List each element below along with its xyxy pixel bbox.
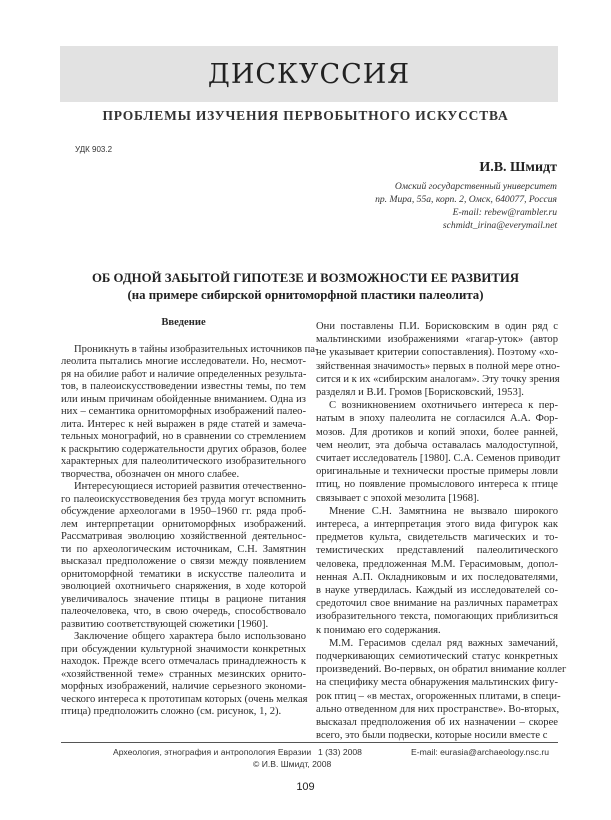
text-line: го палеоискусствоведения без труда могут вспомнить — [61, 493, 306, 505]
text-line: считает исследователь [1980]. С.А. Семенов приводит — [316, 453, 561, 465]
text-line: лита. Интерес к ней выражен в ряде статей и замеча- — [61, 418, 306, 430]
text-line: мозов. Для дротиков и копий эпохи, более ранней, — [316, 426, 558, 438]
text-line: птиц, но появление промыслового интереса к птице — [316, 479, 558, 491]
text-line: характерных для палеолитического изобразительного — [61, 456, 306, 467]
text-line: тельных монографий, но в сравнении со стремлением — [61, 431, 306, 442]
paragraph — [316, 637, 567, 743]
text-line: изобразительного текста, помогающих приблизиться — [316, 611, 558, 623]
text-line: не указывает критерии сопоставления). Поэтому «хо- — [316, 347, 558, 359]
rubric: ПРОБЛЕМЫ ИЗУЧЕНИЯ ПЕРВОБЫТНОГО ИСКУССТВА — [102, 108, 509, 123]
text-line: в науке утвердилась. Каждый из исследователей со- — [316, 585, 558, 597]
author-affiliation — [375, 180, 557, 232]
text-line: эволюцией охотничьего снаряжения, в ходе которой — [61, 581, 306, 592]
footer-journal: Археология, этнография и антропология Евразии — [113, 747, 312, 757]
text-line: мальтинскими изображениями «гагар-уток» (автор — [316, 334, 558, 346]
footer-issue: 1 (33) 2008 — [318, 747, 362, 757]
text-line: морфных изображений, наличие серьезного экономи- — [61, 681, 306, 692]
text-line: высказал предположение о связи между появлением — [61, 556, 306, 567]
text-line: чем неолит, эта добыча оставалась малодоступной, — [316, 439, 558, 451]
text-line: человека, предложенная М.М. Герасимовым, допол- — [316, 558, 558, 570]
text-line: Рассматривая эволюцию хозяйственной деятельнос- — [61, 531, 306, 542]
text-line: находок. Прежде всего отмечалась принадлежность к — [61, 656, 306, 667]
text-line: М.М. Герасимов сделал ряд важных замечаний, — [329, 637, 558, 649]
paragraph — [61, 631, 306, 719]
text-line: к понимаю его содержания. — [316, 624, 441, 636]
author-name: И.В. Шмидт — [479, 160, 557, 175]
section-heading: Введение — [161, 317, 206, 328]
text-line: высказал предположения об их назначении – скорее — [316, 717, 558, 729]
text-line: ально отведенном для них пространстве». Во-вторых, — [316, 703, 560, 715]
article-title: ОБ ОДНОЙ ЗАБЫТОЙ ГИПОТЕЗЕ И ВОЗМОЖНОСТИ ЕЕ РАЗВИТИЯ — [91, 271, 520, 285]
text-line: леолита пытались многие исследователи. Но, несмот- — [61, 356, 306, 367]
text-line: произведений. Во-первых, он обратил внимание коллег — [316, 664, 567, 676]
affiliation-line: Омский государственный университет — [394, 181, 557, 192]
affiliation-line: E-mail: rebew@rambler.ru — [452, 207, 557, 218]
text-line: разделял и В.И. Громов [Борисковский, 1953]. — [316, 387, 524, 399]
text-line: палеочеловека, что, в свою очередь, способствовало — [61, 606, 306, 617]
text-line: Заключение общего характера было использовано — [74, 631, 306, 642]
right-column — [316, 320, 567, 743]
affiliation-line: пр. Мира, 55а, корп. 2, Омск, 640077, Россия — [375, 194, 557, 205]
udk-code: УДК 903.2 — [75, 145, 113, 154]
paragraph — [316, 320, 558, 399]
article-subtitle: (на примере сибирской орнитоморфной пластики палеолита) — [127, 288, 484, 302]
text-line: птица) предположить сложно (см. рисунок, 1, 2). — [61, 706, 282, 717]
text-line: сится и к их «сибирским аналогам». Эту точку зрения — [316, 373, 560, 385]
text-line: «хозяйственной теме» странных мезинских орнито- — [61, 668, 306, 680]
text-line: орнитоморфной тематики в искусстве палеолита и — [61, 568, 306, 580]
paragraph — [316, 399, 561, 505]
text-line: ческого интереса к прототипам которых (очень мелкая — [61, 693, 308, 705]
text-line: темистических представлений палеолитического — [316, 545, 558, 557]
text-line: всего, это были подвески, которые носили вместе с — [316, 730, 548, 742]
text-line: оригинальные и технически простые примеры ловли — [316, 466, 558, 478]
text-line: или иным причинам обойденные вниманием. Одна из — [61, 393, 306, 405]
text-line: Интересующиеся историей развития отечественно- — [74, 481, 307, 492]
text-line: предметов культа, свидетельств магических и то- — [316, 532, 558, 544]
text-line: ря на обилие работ и наличие определенных результа- — [61, 368, 307, 380]
text-line: на специфику места обнаружения мальтинских фигу- — [316, 677, 558, 689]
text-line: к раскрытию содержательности других образов, более — [61, 443, 307, 455]
text-line: ти по археологическим источникам, С.Н. Замятнин — [61, 543, 306, 555]
paragraph — [61, 343, 319, 482]
text-line: зяйственная значимость» первых в полной мере отно- — [316, 360, 560, 372]
text-line: натым в эпоху палеолита не согласился А.А. Фор- — [316, 413, 558, 425]
text-line: ненная А.П. Окладниковым и их последователями, — [316, 571, 558, 583]
footer-divider — [61, 742, 558, 743]
text-line: Они поставлены П.И. Борисковским в один ряд с — [316, 321, 558, 332]
text-line: интереса, а интерпретация этого вида фигурок как — [316, 519, 558, 531]
text-line: связывает с эпохой мезолита [1968]. — [316, 492, 480, 504]
article-title-block — [0, 270, 611, 304]
text-line: них – семантика орнитоморфных изображений палео- — [61, 406, 306, 417]
footer-copyright: © И.В. Шмидт, 2008 — [253, 759, 332, 769]
text-line: увеличивалось значение птицы в рационе питания — [61, 593, 306, 605]
footer-email: E-mail: eurasia@archaeology.nsc.ru — [411, 747, 550, 757]
page-number: 109 — [296, 781, 315, 793]
text-line: рок птиц – «в местах, огороженных плитами, в специ- — [316, 690, 561, 702]
section-title: ДИСКУССИЯ — [207, 58, 411, 90]
affiliation-line: schmidt_irina@everymail.net — [442, 220, 557, 231]
text-line: обсуждение археологами в 1950–1960 гг. ряда проб- — [61, 506, 306, 517]
left-column — [61, 317, 319, 719]
text-line: Проникнуть в тайны изобразительных источников па- — [74, 343, 319, 355]
text-line: творчества, обозначен он много слабее. — [61, 468, 240, 480]
text-line: при обсуждении культурной значимости конкретных — [61, 643, 306, 655]
text-line: тов, в палеоискусствоведении известны темы, по тем — [61, 381, 306, 392]
section-banner — [60, 46, 558, 102]
text-line: Мнение С.Н. Замятнина не вызвало широкого — [329, 505, 558, 517]
text-line: средоточил свое внимание на различных параметрах — [316, 598, 558, 610]
text-line: развитию соответствующей сюжетики [1960]. — [61, 618, 269, 630]
text-line: лем интерпретации орнитоморфных изображений. — [61, 518, 306, 530]
text-line: С возникновением охотничьего интереса к пер- — [329, 400, 558, 412]
paragraph — [316, 505, 558, 637]
paragraph — [61, 481, 306, 631]
text-line: подчеркивающих семиотический статус конкретных — [316, 651, 558, 663]
